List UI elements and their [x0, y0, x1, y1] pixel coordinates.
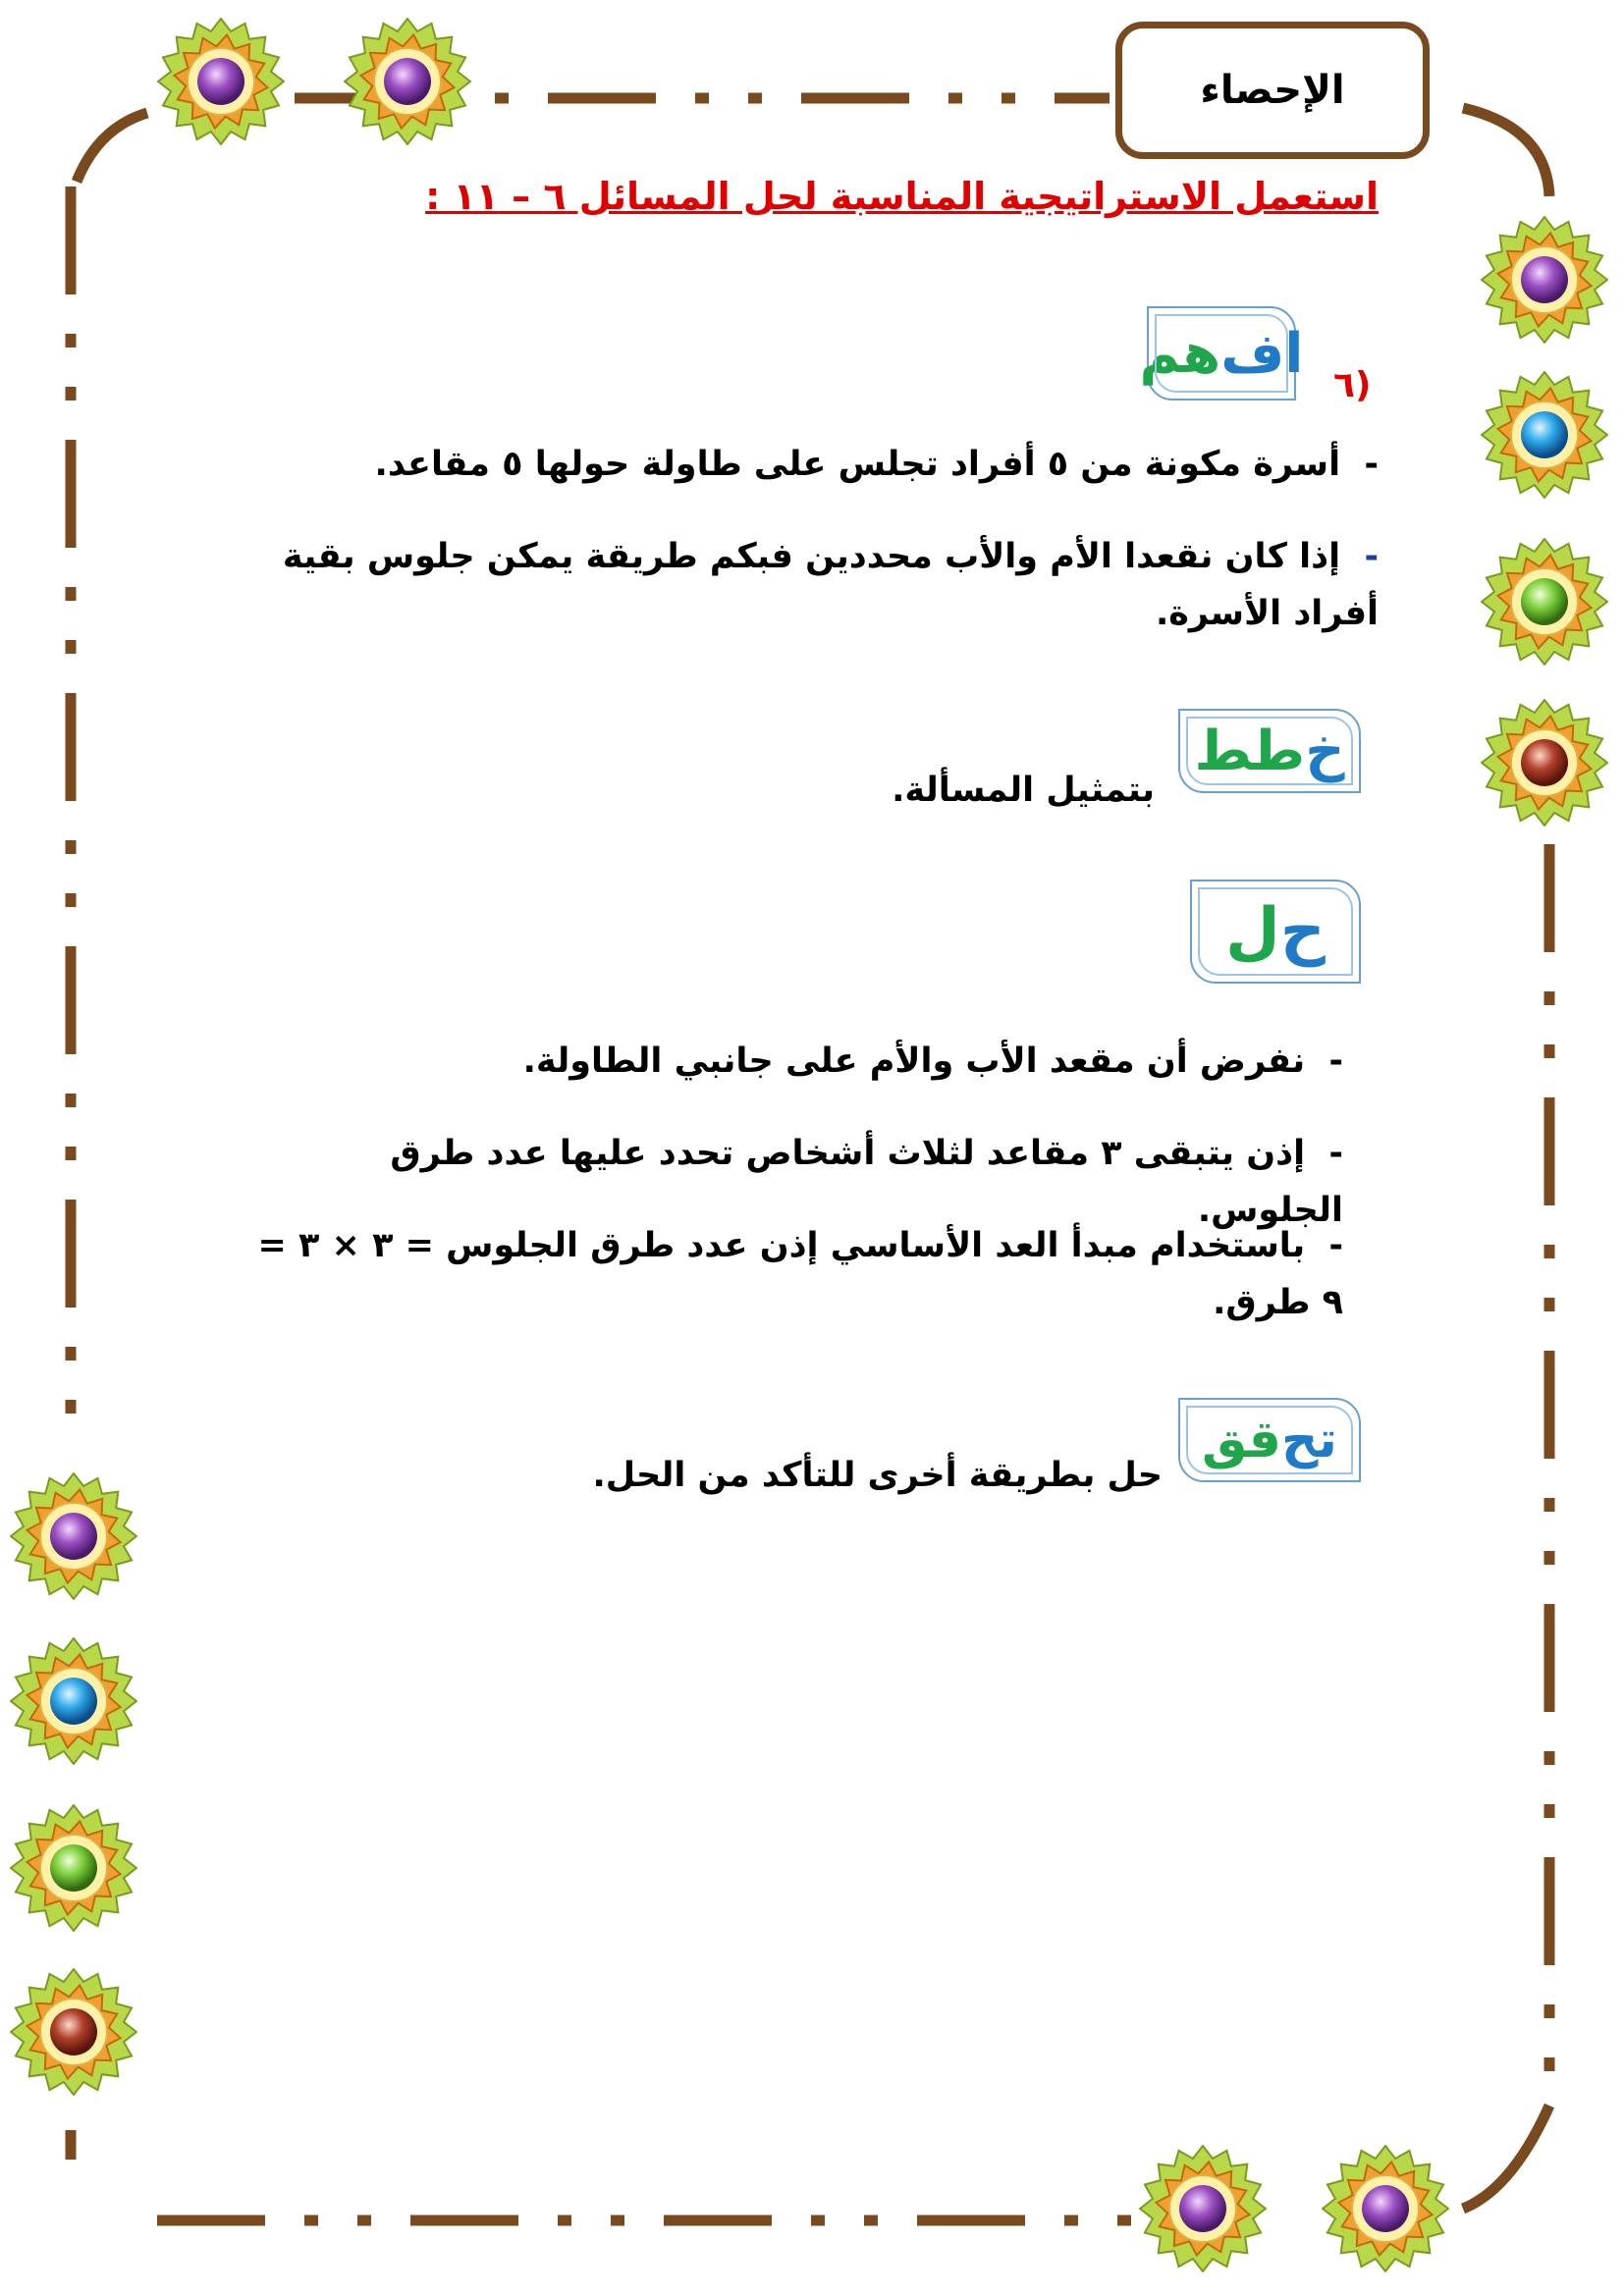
plan-label-part1: خ: [1305, 719, 1345, 783]
problem-number: ٦): [1333, 365, 1372, 405]
flower-ornament: [10, 1804, 137, 1932]
solve-label-part2: ل: [1225, 895, 1280, 968]
flower-ornament: [157, 18, 285, 145]
flower-ornament: [1481, 538, 1608, 666]
instruction-heading: استعمل الاستراتيجية المناسبة لحل المسائل ٦ – ١١ :: [425, 175, 1379, 218]
plan-label: [1178, 709, 1361, 793]
bullet-dash: -: [1340, 445, 1379, 484]
understand-label-part1: اف: [1220, 321, 1304, 386]
check-text: حل بطريقة أخرى للتأكد من الحل.: [592, 1456, 1163, 1495]
plan-label-part2: طط: [1194, 719, 1306, 783]
bullet-text: إذن يتبقى ٣ مقاعد لثلاث أشخاص تحدد عليها عدد طرق الجلوس.: [390, 1134, 1343, 1230]
flower-ornament: [1481, 216, 1608, 344]
flower-ornament: [344, 18, 471, 145]
flower-ornament: [10, 1968, 137, 2096]
solve-bullet-1: [244, 1033, 1343, 1090]
flower-ornament: [10, 1472, 137, 1600]
solve-label-part1: ح: [1279, 895, 1326, 968]
bullet-text: نفرض أن مقعد الأب والأم على جانبي الطاولة.: [522, 1041, 1306, 1081]
bullet-text: إذا كان نقعدا الأم والأب محددين فبكم طريقة يمكن جلوس بقية أفراد الأسرة.: [282, 537, 1379, 633]
bullet-dash: -: [1340, 537, 1379, 576]
bullet-text: باستخدام مبدأ العد الأساسي إذن عدد طرق الجلوس = ٣ × ٣ = ٩ طرق.: [257, 1226, 1343, 1322]
bullet-dash: -: [1305, 1041, 1343, 1081]
understand-label: [1139, 306, 1304, 400]
flower-ornament: [1481, 699, 1608, 827]
check-label: [1178, 1398, 1361, 1482]
check-label-part1: تح: [1280, 1411, 1337, 1469]
plan-text: بتمثيل المسألة.: [892, 771, 1155, 810]
bullet-dash: -: [1305, 1134, 1343, 1173]
flower-ornament: [1322, 2145, 1449, 2272]
flower-ornament: [1139, 2145, 1267, 2272]
title-box: [1115, 22, 1430, 159]
bullet-text: أسرة مكونة من ٥ أفراد تجلس على طاولة حولها ٥ مقاعد.: [374, 445, 1341, 484]
page-title: الإحصاء: [1200, 68, 1345, 113]
understand-bullet-2: [259, 528, 1379, 642]
flower-ornament: [1481, 371, 1608, 499]
check-label-part2: قق: [1202, 1411, 1281, 1469]
solve-bullet-3: [253, 1217, 1343, 1331]
solve-label: [1190, 880, 1361, 984]
understand-bullet-1: [249, 436, 1379, 493]
understand-label-part2: هم: [1139, 321, 1221, 386]
flower-ornament: [10, 1637, 137, 1765]
bullet-dash: -: [1305, 1226, 1343, 1265]
